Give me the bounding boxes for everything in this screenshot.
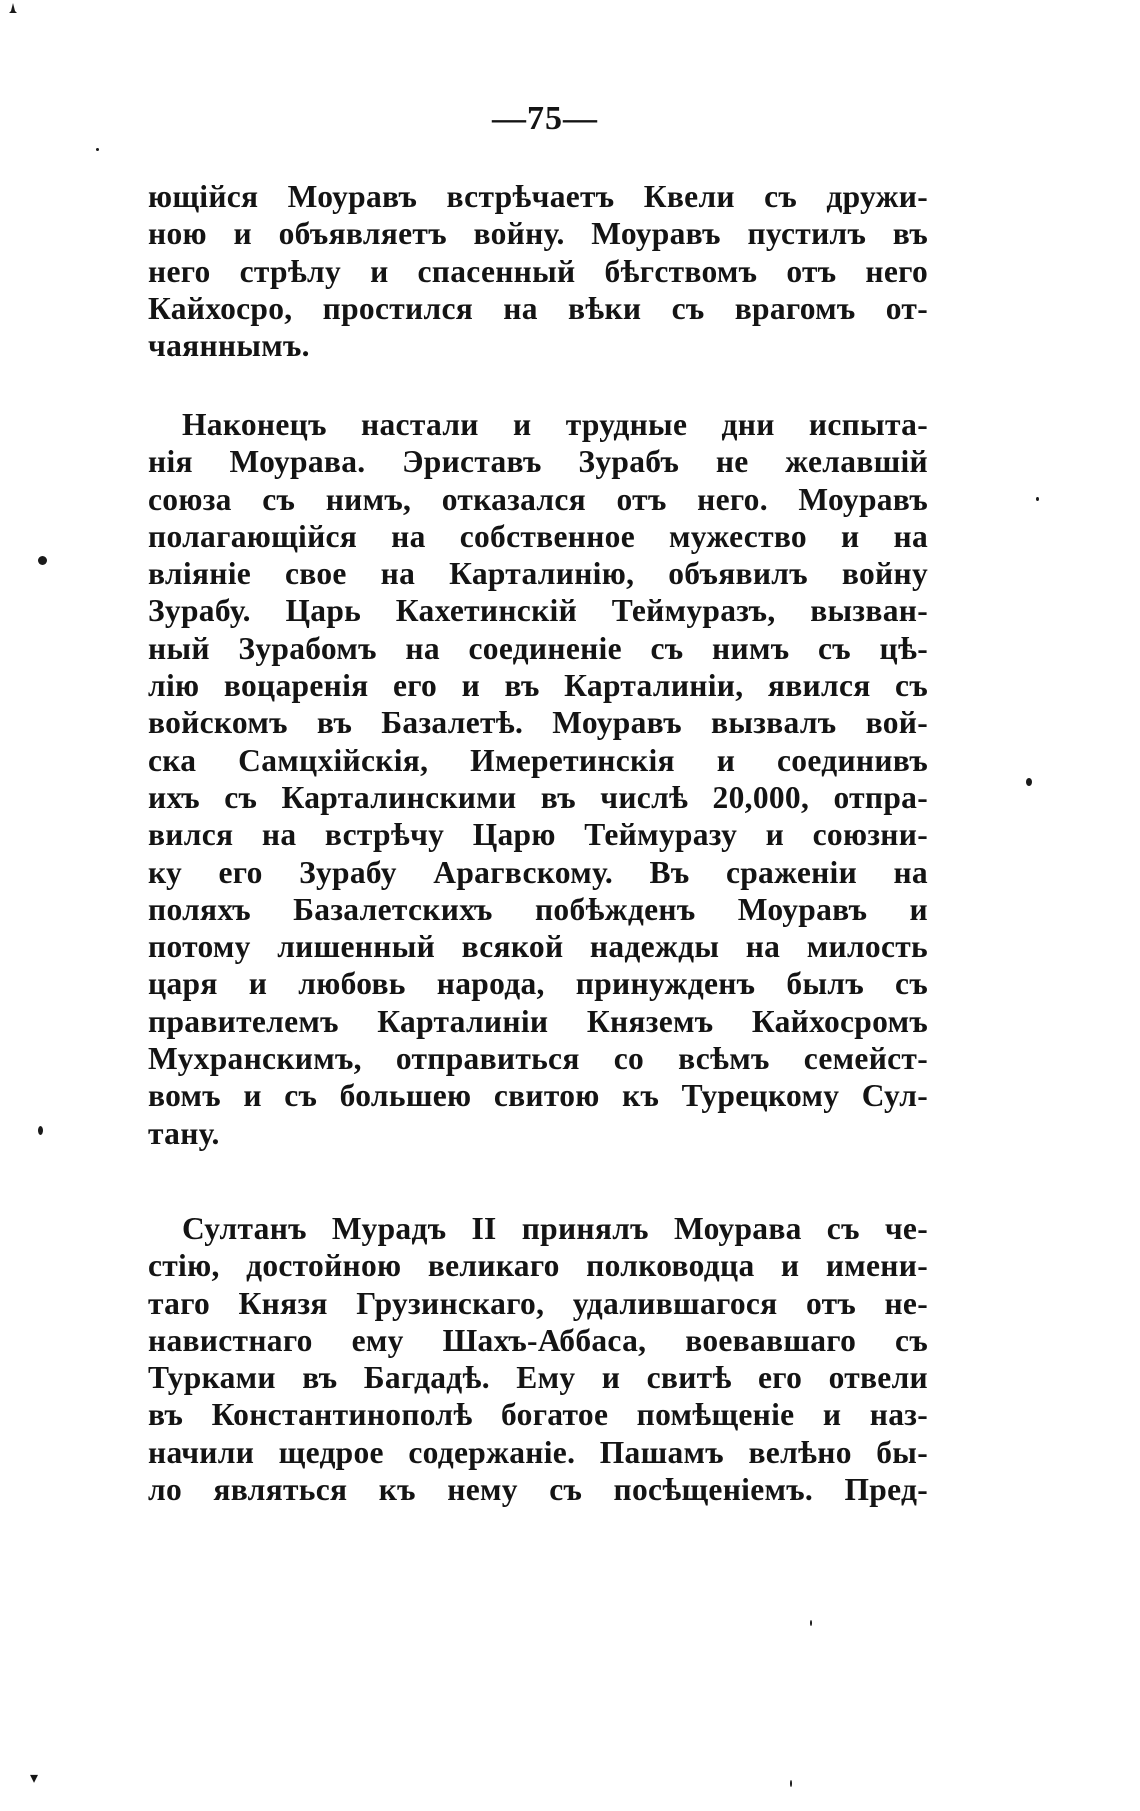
text-line: ихъ съ Карталинскими въ числѣ 20,000, отпра- [148,779,928,815]
text-line: потому лишенный всякой надежды на милость [148,929,928,965]
page-number: —75— [492,100,598,137]
text-line: царя и любовь народа, принужденъ былъ съ [148,966,928,1002]
text-line: полагающійся на собственное мужество и на [148,518,928,554]
text-line: Султанъ Мурадъ II принялъ Моурава съ че- [182,1211,928,1246]
text-line: ною и объявляетъ войну. Моуравъ пустилъ въ [148,216,928,252]
text-line: ку его Зурабу Арагвскому. Въ сраженіи на [148,854,928,890]
text-line: ный Зурабомъ на соединеніе съ нимъ съ цѣ- [148,630,928,666]
text-line: въ Константинополѣ богатое помѣщеніе и наз- [148,1397,928,1433]
text-line: вліяніе свое на Карталинію, объявилъ войну [148,556,928,592]
text-line: Зурабу. Царь Кахетинскій Теймуразъ, вызван- [148,593,928,629]
text-line: нія Моурава. Эриставъ Зурабъ не желавшій [148,444,928,480]
text-line: Наконецъ настали и трудные дни испыта- [182,407,928,442]
corner-ink-mark [8,0,18,12]
text-line: поляхъ Базалетскихъ побѣжденъ Моуравъ и [148,891,928,927]
text-line: стію, достойною великаго полководца и имени- [148,1248,928,1284]
text-line: ска Самцхійскія, Имеретинскія и соединивъ [148,742,928,778]
paragraph-3 [148,1210,928,1508]
ink-speck [790,1780,792,1787]
text-line: союза съ нимъ, отказался отъ него. Моуравъ [148,481,928,517]
text-line: Турками въ Багдадѣ. Ему и свитѣ его отвели [148,1360,928,1396]
paragraph-1 [148,178,928,364]
text-line: войскомъ въ Базалетѣ. Моуравъ вызвалъ вой- [148,705,928,741]
ink-speck [1026,778,1032,786]
text-line: таго Князя Грузинскаго, удалившагося отъ не- [148,1285,928,1321]
text-line: вомъ и съ большею свитою къ Турецкому Сул- [148,1078,928,1114]
ink-speck [38,1126,43,1135]
text-line: ло являться къ нему съ посѣщеніемъ. Пред- [148,1472,928,1508]
paragraph-2 [148,406,928,1152]
ink-speck [38,556,47,565]
ink-speck [96,148,99,151]
text-line: ющійся Моуравъ встрѣчаетъ Квели съ дружи- [148,179,928,214]
text-line: Мухранскимъ, отправиться со всѣмъ семейст- [148,1041,928,1077]
text-line: правителемъ Карталиніи Княземъ Кайхосромъ [148,1003,928,1039]
text-line: тану. [148,1115,220,1151]
ink-speck [1036,497,1039,501]
ink-speck [810,1620,812,1626]
text-line: навистнаго ему Шахъ-Аббаса, воевавшаго съ [148,1322,928,1358]
text-line: вился на встрѣчу Царю Теймуразу и союзни- [148,817,928,853]
text-line: лію воцаренія его и въ Карталиніи, явился съ [148,668,928,704]
text-line: Кайхосро, простился на вѣки съ врагомъ от- [148,290,928,326]
text-line: чаяннымъ. [148,328,310,364]
text-line: него стрѣлу и спасенный бѣгствомъ отъ него [148,253,928,289]
text-line: начили щедрое содержаніе. Пашамъ велѣно бы- [148,1434,928,1470]
corner-ink-mark: ▾ [30,1768,39,1787]
